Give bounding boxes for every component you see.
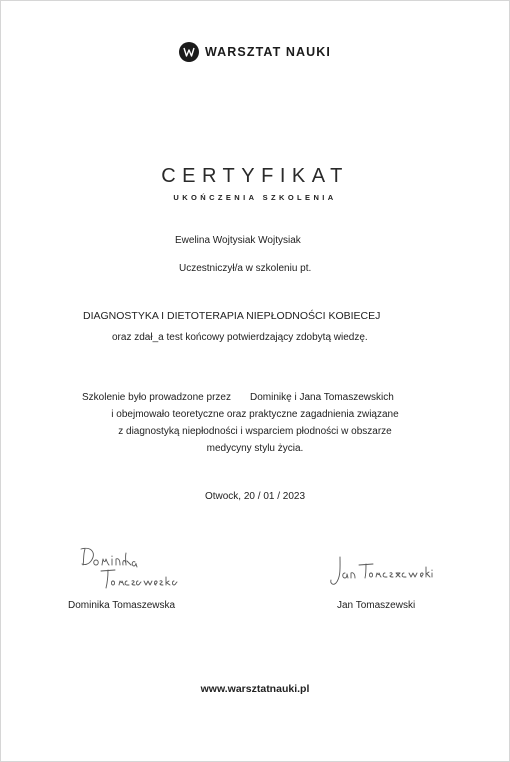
course-title: DIAGNOSTYKA I DIETOTERAPIA NIEPŁODNOŚCI KOBIECEJ: [83, 310, 381, 322]
brand-logo: [1, 42, 509, 62]
description-line-1-names: Dominikę i Jana Tomaszewskich: [250, 392, 394, 403]
description-line-1-prefix: Szkolenie było prowadzone przez: [82, 392, 231, 403]
brand-name: WARSZTAT NAUKI: [204, 45, 332, 59]
website-link[interactable]: www.warsztatnauki.pl: [200, 683, 310, 695]
signature-right-name: Jan Tomaszewski: [337, 600, 416, 611]
exam-line: oraz zdał_a test końcowy potwierdzający zdobytą wiedzę.: [112, 332, 368, 343]
signature-dominika-image: [75, 543, 187, 597]
participation-line: Uczestniczył/a w szkoleniu pt.: [179, 263, 312, 274]
certificate-title: CERTYFIKAT: [161, 165, 349, 187]
brand-mark-icon: [179, 42, 199, 62]
certificate-subtitle: UKOŃCZENIA SZKOLENIA: [173, 193, 337, 202]
description-line-4: medycyny stylu życia.: [206, 443, 304, 454]
signature-jan-image: [326, 553, 434, 593]
description-line-3: z diagnostyką niepłodności i wsparciem płodności w obszarze: [118, 426, 392, 437]
signature-left-name: Dominika Tomaszewska: [68, 600, 176, 611]
description-line-2: i obejmowało teoretyczne oraz praktyczne zagadnienia związane: [111, 409, 399, 420]
place-date: Otwock, 20 / 01 / 2023: [204, 491, 306, 502]
participant-name: Ewelina Wojtysiak Wojtysiak: [175, 235, 301, 246]
